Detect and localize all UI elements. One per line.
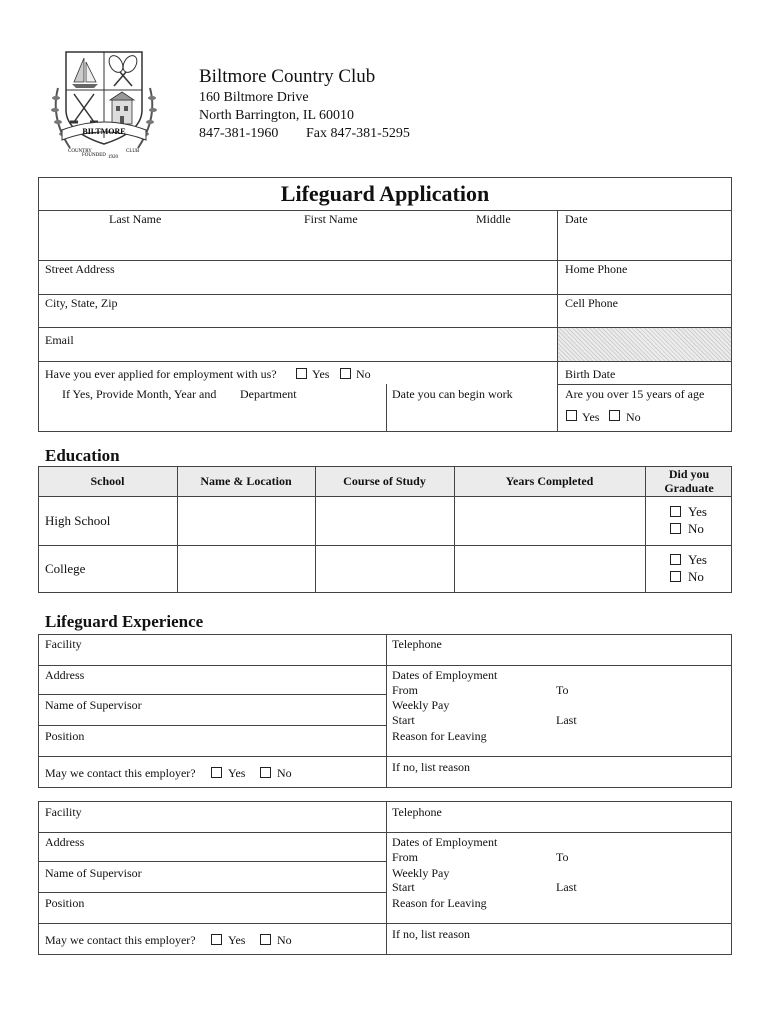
home-phone-label: Home Phone	[565, 262, 628, 276]
college-no-label: No	[688, 569, 704, 584]
employer-2-start-label: Start	[392, 880, 415, 894]
cell-phone-label: Cell Phone	[565, 296, 618, 310]
education-col-graduate: Did you Graduate	[664, 467, 714, 495]
department-label: Department	[240, 387, 297, 401]
club-phone: 847-381-1960	[199, 126, 279, 141]
logo-founded-text: FOUNDED	[82, 153, 106, 158]
employer-block-2	[38, 801, 732, 955]
employer-1-contact-no-checkbox[interactable]	[260, 767, 271, 778]
club-crest-logo	[48, 48, 160, 163]
last-name-label: Last Name	[109, 212, 162, 226]
employer-2-dates-label: Dates of Employment	[392, 835, 498, 849]
high-school-yes-checkbox[interactable]	[670, 506, 681, 517]
first-name-label: First Name	[304, 212, 358, 226]
applied-yes-checkbox[interactable]	[296, 368, 307, 379]
email-label: Email	[45, 333, 74, 347]
email-shaded-cell	[558, 328, 731, 361]
middle-label: Middle	[476, 212, 511, 226]
club-city: North Barrington, IL 60010	[199, 108, 355, 123]
high-school-no-label: No	[688, 521, 704, 536]
date-input[interactable]	[560, 226, 730, 258]
over-15-no-label: No	[626, 410, 641, 424]
college-yes-label: Yes	[688, 552, 707, 567]
employer-2-position-label: Position	[45, 896, 85, 910]
applied-before-question: Have you ever applied for employment with us?	[45, 367, 277, 381]
education-col-school: School	[90, 474, 125, 488]
high-school-no-checkbox[interactable]	[670, 523, 681, 534]
employer-2-contact-yes-label: Yes	[228, 933, 246, 947]
applied-no-checkbox[interactable]	[340, 368, 351, 379]
education-col-name-location: Name & Location	[200, 474, 292, 488]
employer-1-contact-no-label: No	[277, 766, 292, 780]
employer-2-facility-label: Facility	[45, 805, 82, 819]
high-school-yes-label: Yes	[688, 504, 707, 519]
applied-no-label: No	[356, 367, 371, 381]
employer-block-1	[38, 634, 732, 788]
education-heading: Education	[45, 446, 120, 465]
city-state-zip-label: City, State, Zip	[45, 296, 118, 310]
if-yes-label: If Yes, Provide Month, Year and	[62, 387, 217, 401]
street-address-input[interactable]	[40, 276, 555, 293]
employer-2-contact-yes-checkbox[interactable]	[211, 934, 222, 945]
experience-heading: Lifeguard Experience	[45, 612, 204, 631]
employer-2-address-label: Address	[45, 835, 85, 849]
city-state-zip-input[interactable]	[40, 310, 555, 326]
email-input[interactable]	[80, 330, 554, 359]
employer-1-position-label: Position	[45, 729, 85, 743]
employer-1-contact-yes-checkbox[interactable]	[211, 767, 222, 778]
club-name: Biltmore Country Club	[199, 66, 376, 87]
date-label: Date	[565, 212, 588, 226]
employer-1-contact-question: May we contact this employer?	[45, 766, 196, 780]
employer-1-telephone-label: Telephone	[392, 637, 442, 651]
street-address-label: Street Address	[45, 262, 115, 276]
employer-2-if-no-label: If no, list reason	[392, 927, 470, 941]
employer-1-dates-label: Dates of Employment	[392, 668, 498, 682]
applied-yes-label: Yes	[312, 367, 330, 381]
employer-2-contact-no-checkbox[interactable]	[260, 934, 271, 945]
employer-1-to-label: To	[556, 683, 569, 697]
employer-2-weekly-pay-label: Weekly Pay	[392, 866, 450, 880]
name-input[interactable]	[40, 226, 555, 258]
education-col-course: Course of Study	[343, 474, 426, 488]
logo-ring-right-text: CLUB	[126, 149, 140, 154]
over-15-yes-label: Yes	[582, 410, 600, 424]
logo-banner-text: BILTMORE	[82, 127, 126, 136]
college-yes-checkbox[interactable]	[670, 554, 681, 565]
birth-date-label: Birth Date	[565, 367, 616, 381]
employer-1-contact-yes-label: Yes	[228, 766, 246, 780]
over-15-question: Are you over 15 years of age	[565, 387, 705, 401]
employer-1-supervisor-label: Name of Supervisor	[45, 698, 142, 712]
over-15-no-checkbox[interactable]	[609, 410, 620, 421]
education-row-college: College	[45, 561, 86, 576]
cell-phone-input[interactable]	[560, 310, 730, 326]
employer-1-facility-label: Facility	[45, 637, 82, 651]
club-street: 160 Biltmore Drive	[199, 90, 309, 105]
over-15-yes-checkbox[interactable]	[566, 410, 577, 421]
employer-2-to-label: To	[556, 850, 569, 864]
club-fax: Fax 847-381-5295	[306, 126, 410, 141]
employer-2-contact-no-label: No	[277, 933, 292, 947]
logo-ring-left-text: COUNTRY	[68, 149, 92, 154]
employer-2-telephone-label: Telephone	[392, 805, 442, 819]
employer-1-if-no-label: If no, list reason	[392, 760, 470, 774]
home-phone-input[interactable]	[560, 276, 730, 293]
college-no-checkbox[interactable]	[670, 571, 681, 582]
education-row-high-school: High School	[45, 513, 111, 528]
employer-1-reason-label: Reason for Leaving	[392, 729, 487, 743]
employer-2-from-label: From	[392, 850, 419, 864]
employer-1-last-label: Last	[556, 713, 577, 727]
form-title: Lifeguard Application	[280, 181, 490, 206]
employer-2-reason-label: Reason for Leaving	[392, 896, 487, 910]
employer-1-from-label: From	[392, 683, 419, 697]
logo-year-text: 1920	[108, 155, 118, 160]
date-begin-label: Date you can begin work	[392, 387, 513, 401]
employer-1-address-label: Address	[45, 668, 85, 682]
employer-1-start-label: Start	[392, 713, 415, 727]
education-col-years: Years Completed	[505, 474, 594, 488]
employer-2-supervisor-label: Name of Supervisor	[45, 866, 142, 880]
employer-1-weekly-pay-label: Weekly Pay	[392, 698, 450, 712]
employer-2-last-label: Last	[556, 880, 577, 894]
employer-2-contact-question: May we contact this employer?	[45, 933, 196, 947]
